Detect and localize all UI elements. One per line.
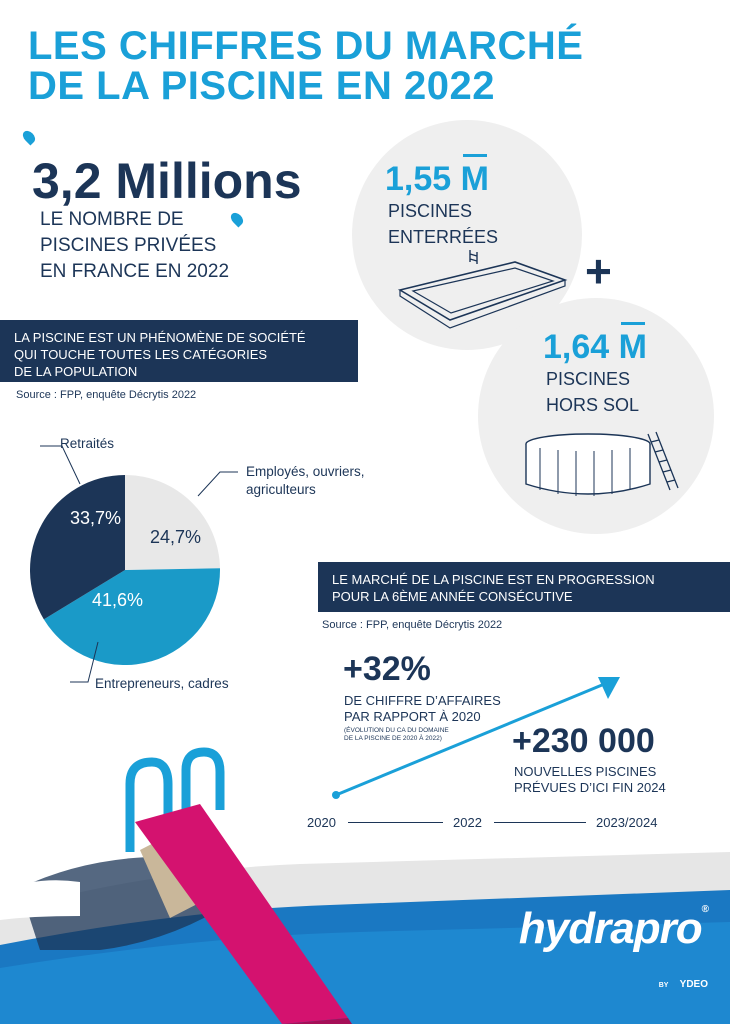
revenue-caption-line-2: PAR RAPPORT À 2020 bbox=[344, 709, 481, 724]
year-2023-2024: 2023/2024 bbox=[596, 815, 658, 830]
revenue-footnote-line-1: (ÉVOLUTION DU CA DU DOMAINE bbox=[344, 727, 449, 734]
above-ground-caption-line-2: HORS SOL bbox=[546, 395, 640, 415]
logo-registered: ® bbox=[701, 904, 708, 915]
legend-retraites: Retraités bbox=[60, 436, 115, 451]
pie-value-employes: 24,7% bbox=[150, 527, 202, 547]
total-pools-caption bbox=[40, 207, 229, 285]
inground-num: 1,55 bbox=[385, 160, 452, 198]
inground-caption-line-1: PISCINES bbox=[388, 201, 473, 221]
above-ground-pool-number bbox=[543, 328, 647, 367]
title-line-1: LES CHIFFRES DU MARCHÉ bbox=[28, 24, 584, 68]
inground-unit: M bbox=[460, 160, 489, 198]
hydrapro-logo bbox=[519, 904, 708, 998]
year-2020: 2020 bbox=[307, 815, 336, 830]
title-line-2: DE LA PISCINE EN 2022 bbox=[28, 64, 495, 108]
total-caption-line-1: LE NOMBRE DE bbox=[40, 209, 184, 230]
logo-byline bbox=[519, 948, 708, 998]
inground-caption bbox=[388, 198, 498, 250]
above-ground-caption-line-1: PISCINES bbox=[546, 369, 631, 389]
water-drop-icon bbox=[21, 129, 38, 146]
source-note-1: Source : FPP, enquête Décrytis 2022 bbox=[16, 389, 197, 401]
new-pools-caption-line-1: NOUVELLES PISCINES bbox=[514, 764, 657, 779]
new-pools-number: +230 000 bbox=[512, 722, 655, 760]
pie-value-entrepreneurs: 41,6% bbox=[92, 590, 144, 610]
legend-employes-line-2: agriculteurs bbox=[246, 482, 316, 497]
inground-pool-number bbox=[385, 160, 489, 199]
pie-value-retraites: 33,7% bbox=[70, 508, 122, 528]
population-pie-chart bbox=[0, 420, 360, 700]
above-ground-pool-icon bbox=[520, 430, 680, 510]
revenue-growth-number: +32% bbox=[343, 650, 431, 688]
year-2022: 2022 bbox=[453, 815, 482, 830]
logo-brand: YDEO bbox=[679, 979, 708, 990]
new-pools-caption-line-2: PRÉVUES D’ICI FIN 2024 bbox=[514, 780, 666, 795]
plus-sign: + bbox=[585, 245, 612, 297]
logo-by: BY bbox=[658, 982, 669, 989]
water-drop-icon bbox=[229, 211, 246, 228]
total-caption-line-2: PISCINES PRIVÉES bbox=[40, 235, 217, 256]
banner2-line-1: LE MARCHÉ DE LA PISCINE EST EN PROGRESSION bbox=[332, 572, 655, 587]
legend-employes-line-1: Employés, ouvriers, bbox=[246, 464, 365, 479]
total-pools-number: 3,2 Millions bbox=[32, 153, 302, 209]
banner1-line-1: LA PISCINE EST UN PHÉNOMÈNE DE SOCIÉTÉ bbox=[14, 330, 306, 345]
banner1-line-2: QUI TOUCHE TOUTES LES CATÉGORIES bbox=[14, 347, 268, 362]
banner2-line-2: POUR LA 6ÈME ANNÉE CONSÉCUTIVE bbox=[332, 589, 573, 604]
logo-name: hydrapro bbox=[518, 904, 702, 953]
revenue-footnote-line-2: DE LA PISCINE DE 2020 À 2022) bbox=[344, 735, 442, 742]
total-caption-line-3: EN FRANCE EN 2022 bbox=[40, 261, 230, 282]
progression-banner bbox=[318, 562, 730, 612]
inground-caption-line-2: ENTERRÉES bbox=[388, 227, 499, 247]
legend-employes bbox=[246, 463, 365, 499]
above-ground-num: 1,64 bbox=[543, 328, 610, 366]
society-banner bbox=[0, 320, 358, 382]
pie-slice-0 bbox=[125, 475, 220, 570]
above-ground-unit: M bbox=[618, 328, 647, 366]
page-title bbox=[28, 26, 583, 106]
revenue-growth-caption bbox=[344, 693, 501, 725]
banner1-line-3: DE LA POPULATION bbox=[14, 364, 138, 379]
legend-entrepreneurs: Entrepreneurs, cadres bbox=[95, 676, 229, 691]
above-ground-caption bbox=[546, 366, 639, 418]
revenue-caption-line-1: DE CHIFFRE D’AFFAIRES bbox=[344, 693, 501, 708]
source-note-2: Source : FPP, enquête Décrytis 2022 bbox=[322, 619, 503, 631]
